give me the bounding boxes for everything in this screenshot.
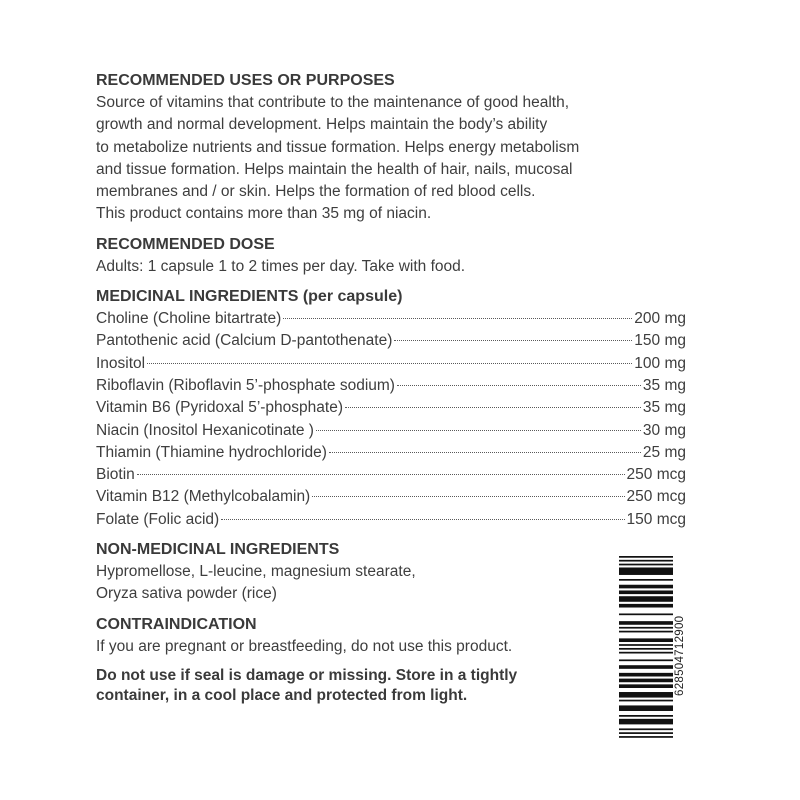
barcode-bar	[619, 644, 673, 646]
barcode-bar	[619, 673, 673, 677]
barcode-bar	[619, 564, 673, 566]
ingredient-row	[96, 420, 686, 442]
non-medicinal-ingredients-text: Hypromellose, L-leucine, magnesium stearate, Oryza sativa powder (rice)	[96, 563, 416, 603]
barcode-bar	[619, 627, 673, 629]
ingredient-name: Pantothenic acid (Calcium D-pantothenate)	[96, 332, 393, 350]
ingredient-row	[96, 375, 686, 397]
barcode-bar	[619, 659, 673, 661]
dot-leader	[137, 474, 625, 475]
ingredient-row	[96, 308, 686, 330]
barcode-bar	[619, 736, 673, 738]
ingredient-name: Inositol	[96, 354, 146, 372]
ingredient-name: Folate (Folic acid)	[96, 510, 220, 528]
ingredient-amount: 25 mg	[642, 443, 686, 461]
ingredient-name: Choline (Choline bitartrate)	[96, 310, 282, 328]
barcode-bar	[619, 613, 673, 615]
barcode-bar	[619, 596, 673, 602]
ingredient-row	[96, 509, 686, 531]
dot-leader	[345, 407, 641, 408]
barcode-bar	[619, 638, 673, 642]
ingredient-amount: 250 mcg	[626, 466, 686, 484]
ingredient-amount: 30 mg	[642, 421, 686, 439]
barcode-bar	[619, 585, 673, 589]
barcode-bar	[619, 705, 673, 711]
barcode-bar	[619, 556, 673, 558]
ingredient-amount: 35 mg	[642, 376, 686, 394]
ingredient-row	[96, 353, 686, 375]
barcode-bar	[619, 567, 673, 574]
ingredient-amount: 35 mg	[642, 399, 686, 417]
barcode-bar	[619, 621, 673, 625]
ingredient-amount: 150 mcg	[626, 510, 686, 528]
ingredient-row	[96, 397, 686, 419]
uses-section	[96, 70, 696, 226]
medicinal-ingredients-list	[96, 308, 686, 531]
uses-text: Source of vitamins that contribute to the maintenance of good health, growth and normal development. Helps maintain the body’s ability to metabolize nutrients and tissue formation. Helps energy metabolism and tissue formation. Helps maintain the health of hair, nails, mucosal membranes and / or skin. Helps the formation of red blood cells. This product contains more than 35 mg of niacin.	[96, 94, 580, 223]
barcode-bar	[619, 590, 673, 594]
contraindication-text: If you are pregnant or breastfeeding, do not use this product.	[96, 637, 513, 655]
dot-leader	[221, 519, 624, 520]
dot-leader	[283, 318, 632, 319]
dot-leader	[329, 452, 641, 453]
barcode-bar	[619, 604, 673, 608]
barcode-bar	[619, 652, 673, 654]
ingredient-row	[96, 442, 686, 464]
medicinal-ingredients-heading: MEDICINAL INGREDIENTS (per capsule)	[96, 288, 403, 306]
uses-heading: RECOMMENDED USES OR PURPOSES	[96, 72, 395, 89]
ingredient-amount: 250 mcg	[626, 488, 686, 506]
ingredient-amount: 100 mg	[634, 354, 686, 372]
ingredient-name: Riboflavin (Riboflavin 5’-phosphate sodium)	[96, 376, 395, 394]
product-label	[96, 70, 696, 706]
barcode-bar	[619, 692, 673, 698]
barcode-bar	[619, 700, 673, 702]
ingredient-row	[96, 486, 686, 508]
ingredient-row	[96, 464, 686, 486]
ingredient-amount: 200 mg	[634, 310, 686, 328]
dot-leader	[312, 496, 624, 497]
non-medicinal-ingredients-section	[96, 539, 696, 606]
ingredient-row	[96, 330, 686, 352]
barcode-bar	[619, 684, 673, 688]
barcode-bar	[619, 665, 673, 669]
dose-section	[96, 234, 696, 278]
ingredient-name: Vitamin B6 (Pyridoxal 5’-phosphate)	[96, 399, 343, 417]
dose-text: Adults: 1 capsule 1 to 2 times per day. Take with food.	[96, 257, 466, 275]
barcode-bar	[619, 679, 673, 683]
dot-leader	[316, 430, 641, 431]
barcode-bar	[619, 560, 673, 562]
ingredient-name: Vitamin B12 (Methylcobalamin)	[96, 488, 311, 506]
medicinal-ingredients-section	[96, 286, 696, 531]
contraindication-heading: CONTRAINDICATION	[96, 615, 257, 633]
ingredient-amount: 150 mg	[634, 332, 686, 350]
barcode-bar	[619, 648, 673, 650]
non-medicinal-ingredients-heading: NON-MEDICINAL INGREDIENTS	[96, 541, 340, 559]
barcode-bars	[619, 556, 673, 738]
storage-warning: Do not use if seal is damage or missing. Store in a tightly container, in a cool place and protected from light.	[96, 666, 518, 704]
dot-leader	[147, 363, 632, 364]
dose-heading: RECOMMENDED DOSE	[96, 235, 275, 253]
barcode-bar	[619, 579, 673, 581]
dot-leader	[394, 340, 632, 341]
barcode-bar	[619, 715, 673, 717]
barcode-bar	[619, 732, 673, 734]
contraindication-section	[96, 614, 696, 658]
barcode-number: 628504712900	[674, 615, 686, 697]
barcode-bar	[619, 728, 673, 730]
barcode-bar	[619, 719, 673, 725]
dot-leader	[397, 385, 641, 386]
ingredient-name: Thiamin (Thiamine hydrochloride)	[96, 443, 327, 461]
barcode-bar	[619, 631, 673, 633]
ingredient-name: Niacin (Inositol Hexanicotinate )	[96, 421, 314, 439]
ingredient-name: Biotin	[96, 466, 135, 484]
